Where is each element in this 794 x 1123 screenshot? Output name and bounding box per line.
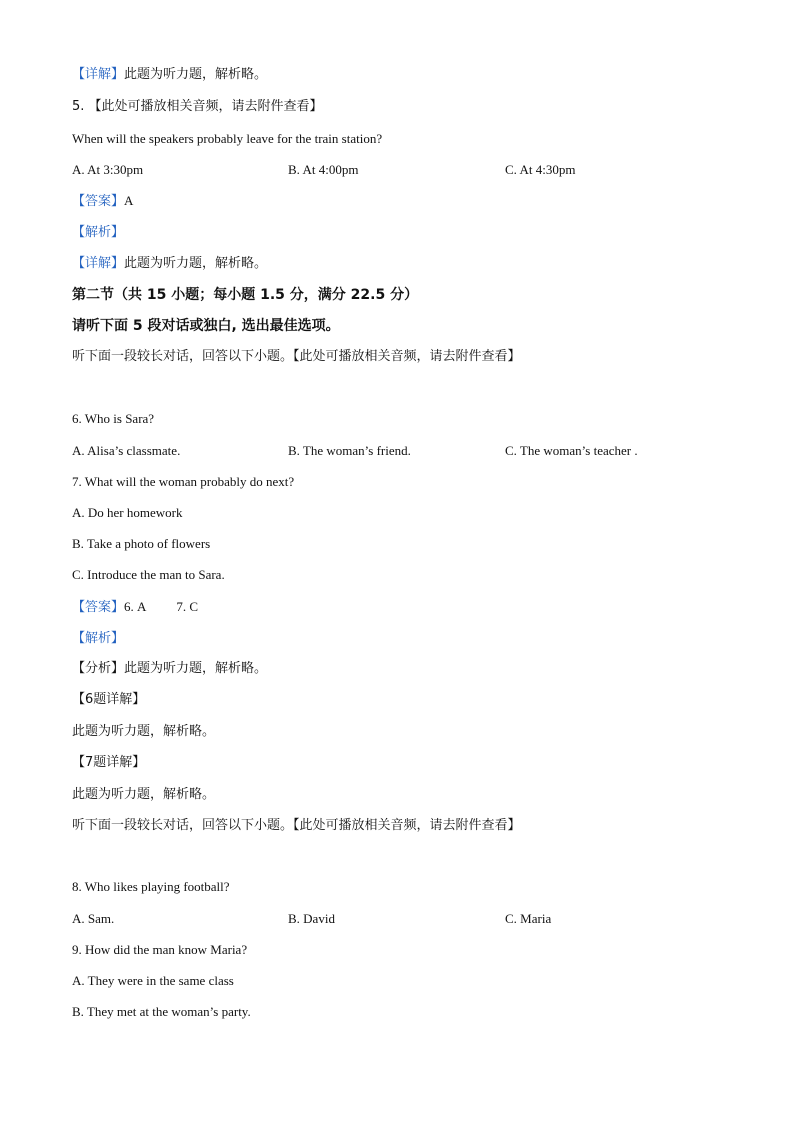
detail-tag: 【详解】: [72, 256, 125, 271]
section2-instruction: 请听下面 5 段对话或独白, 选出最佳选项。: [72, 318, 340, 334]
q9-question: 9. How did the man know Maria?: [72, 942, 248, 957]
q6-option-b: B. The woman’s friend.: [288, 443, 411, 458]
q8-option-a: A. Sam.: [72, 911, 115, 926]
q8-option-b: B. David: [288, 911, 335, 926]
q7-option-a: A. Do her homework: [72, 505, 183, 520]
q5-header: [72, 98, 323, 116]
detail-line-1: [72, 66, 267, 84]
q6-option-a: A. Alisa’s classmate.: [72, 443, 181, 458]
group1-intro: 听下面一段较长对话，回答以下小题。【此处可播放相关音频，请去附件查看】: [72, 349, 521, 364]
q7-option-c: C. Introduce the man to Sara.: [72, 567, 225, 582]
group1-answer-6: 6. A: [124, 599, 147, 614]
answer-tag: 【答案】: [72, 600, 125, 615]
group1-answer-7: 7. C: [176, 599, 199, 614]
detail-text: 此题为听力题，解析略。: [124, 67, 268, 82]
q5-answer-line: [72, 192, 133, 211]
q5-option-b: B. At 4:00pm: [288, 162, 359, 177]
q7-detail-text: 此题为听力题，解析略。: [72, 787, 216, 802]
q5-answer: A: [124, 193, 134, 208]
q7-option-b: B. Take a photo of flowers: [72, 536, 211, 551]
q9-option-a: A. They were in the same class: [72, 973, 234, 988]
q5-detail-line: [72, 255, 267, 273]
q8-option-c: C. Maria: [505, 911, 552, 926]
q6-detail-text: 此题为听力题，解析略。: [72, 724, 216, 739]
q7-detail-heading: 【7题详解】: [72, 755, 146, 770]
q6-option-c: C. The woman’s teacher .: [505, 443, 638, 458]
answer-tag: 【答案】: [72, 194, 125, 209]
analysis-tag: 【解析】: [72, 631, 125, 646]
q5-detail-text: 此题为听力题，解析略。: [124, 256, 268, 271]
q7-question: 7. What will the woman probably do next?: [72, 474, 295, 489]
group1-answer-line: [72, 598, 198, 617]
q5-option-c: C. At 4:30pm: [505, 162, 576, 177]
group1-analyze-text: 此题为听力题，解析略。: [124, 661, 268, 676]
q5-analysis-line: [72, 223, 124, 242]
analysis-tag: 【解析】: [72, 225, 125, 240]
q6-detail-heading: 【6题详解】: [72, 692, 146, 707]
q5-option-a: A. At 3:30pm: [72, 162, 144, 177]
q5-question: When will the speakers probably leave for the train station?: [72, 131, 383, 146]
q9-option-b: B. They met at the woman’s party.: [72, 1004, 251, 1019]
q5-audio-note: 【此处可播放相关音频，请去附件查看】: [88, 99, 323, 114]
q5-number: 5.: [72, 99, 85, 114]
analyze-tag: 【分析】: [72, 661, 125, 676]
detail-tag: 【详解】: [72, 67, 125, 82]
group2-intro: 听下面一段较长对话，回答以下小题。【此处可播放相关音频，请去附件查看】: [72, 818, 521, 833]
section2-title: 第二节（共 15 小题；每小题 1.5 分，满分 22.5 分）: [72, 287, 419, 303]
q6-question: 6. Who is Sara?: [72, 411, 155, 426]
group1-analyze-line: [72, 660, 267, 678]
group1-analysis-line: [72, 629, 124, 648]
q8-question: 8. Who likes playing football?: [72, 879, 230, 894]
